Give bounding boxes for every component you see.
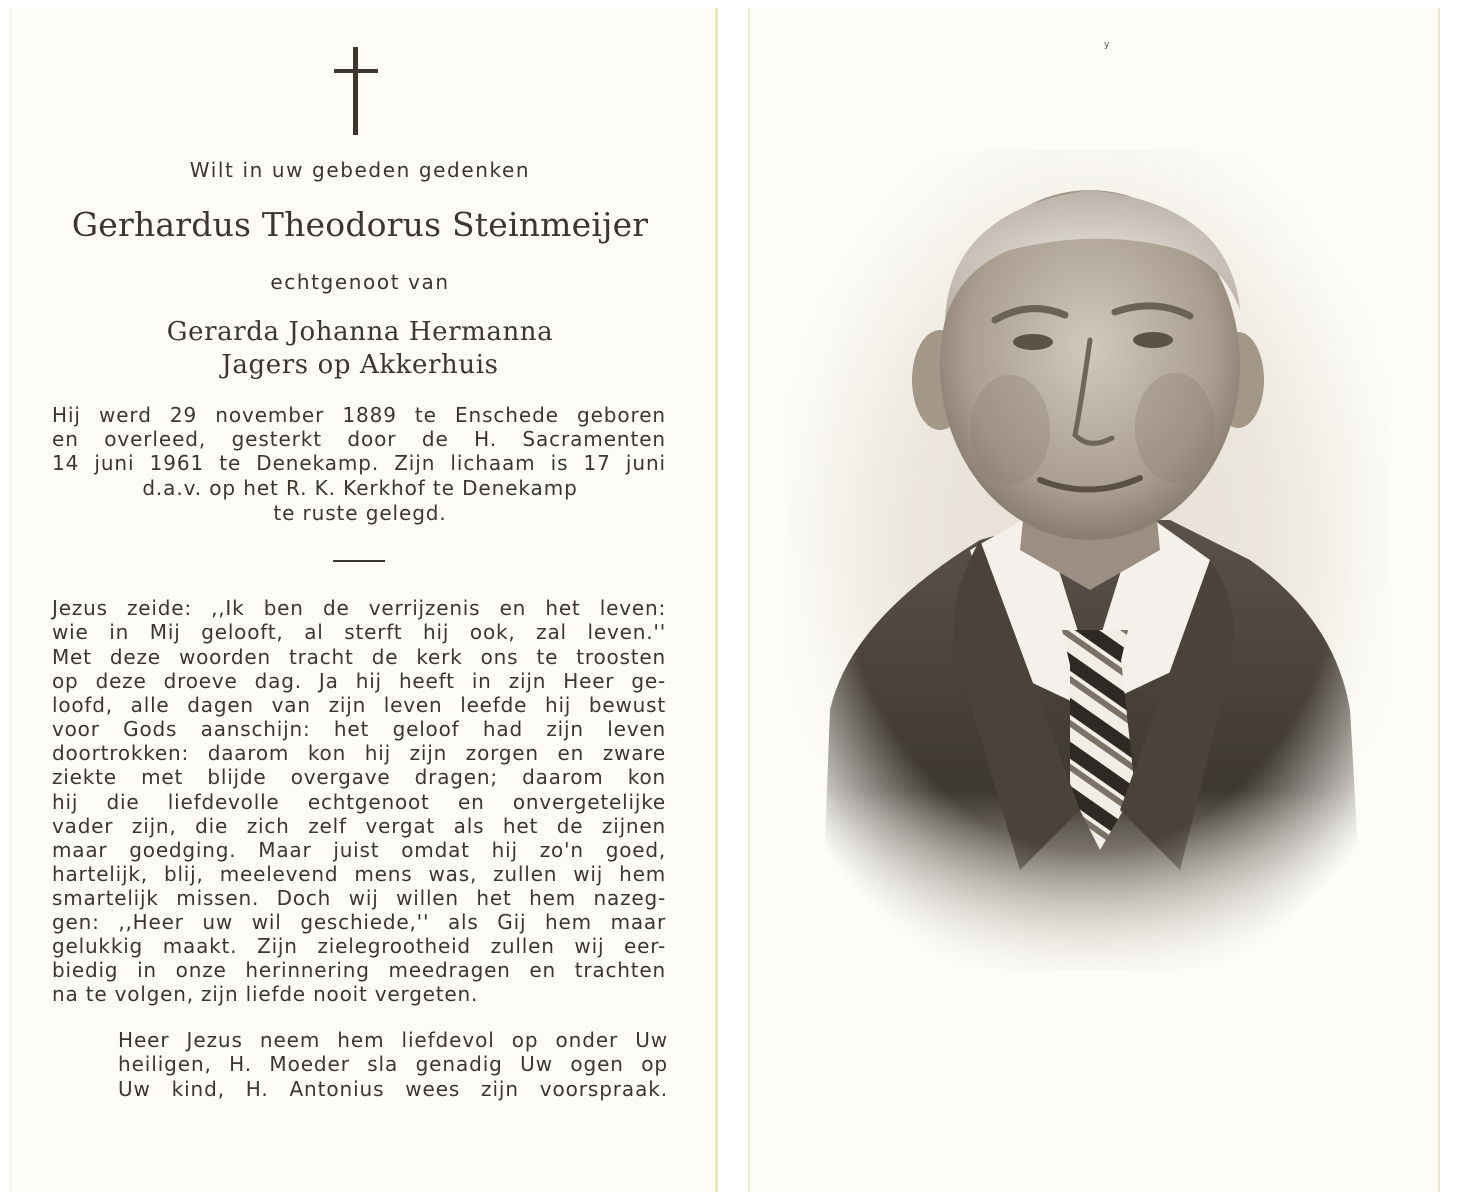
divider — [333, 560, 385, 562]
text-line: gen: ,,Heer uw wil geschiede,'' als Gij hem maar — [52, 910, 666, 934]
spouse-label: echtgenoot van — [270, 270, 450, 294]
text-line: na te volgen, zijn liefde nooit vergeten. — [52, 982, 479, 1006]
prayer-line: Heer Jezus neem hem liefdevol op onder Uw — [118, 1028, 668, 1052]
text-line: smartelijk missen. Doch wij willen het hem nazeg- — [52, 886, 666, 910]
cross-icon — [334, 47, 378, 135]
speck-mark: y — [1104, 40, 1110, 50]
text-line: voor Gods aanschijn: het geloof had zijn leven — [52, 717, 666, 741]
text-line: Met deze woorden tracht de kerk ons te troosten — [52, 645, 666, 669]
intro-text: Wilt in uw gebeden gedenken — [189, 158, 531, 182]
text-line: wie in Mij gelooft, al sterft hij ook, zal leven.'' — [52, 620, 666, 644]
text-line: hartelijk, blij, meelevend mens was, zullen wij hem — [52, 862, 666, 886]
bio-line: Hij werd 29 november 1889 te Enschede geboren — [52, 403, 666, 427]
bio-line: 14 juni 1961 te Denekamp. Zijn lichaam is 17 juni — [52, 451, 666, 475]
bio-line: d.a.v. op het R. K. Kerkhof te Denekamp — [142, 476, 578, 500]
spouse-name-line-2: Jagers op Akkerhuis — [221, 350, 499, 380]
text-line: biedig in onze herinnering meedragen en trachten — [52, 958, 666, 982]
text-line: op deze droeve dag. Ja hij heeft in zijn Heer ge- — [52, 669, 666, 693]
prayer-line: Uw kind, H. Antonius wees zijn voorspraak. — [118, 1077, 668, 1101]
text-line: doortrokken: daarom kon hij zijn zorgen en zware — [52, 741, 666, 765]
text-line: ziekte met blijde overgave dragen; daarom kon — [52, 765, 666, 789]
portrait-photo — [790, 150, 1390, 970]
text-line: gelukkig maakt. Zijn zielegrootheid zullen wij eer- — [52, 934, 666, 958]
prayer-line: heiligen, H. Moeder sla genadig Uw ogen op — [118, 1052, 668, 1076]
text-line: hij die liefdevolle echtgenoot en onvergetelijke — [52, 790, 666, 814]
text-line: loofd, alle dagen van zijn leven leefde hij bewust — [52, 693, 666, 717]
deceased-name: Gerhardus Theodorus Steinmeijer — [71, 205, 649, 244]
text-line: vader zijn, die zich zelf vergat als het de zijnen — [52, 814, 666, 838]
bio-line: en overleed, gesterkt door de H. Sacramenten — [52, 427, 666, 451]
text-line: Jezus zeide: ,,Ik ben de verrijzenis en het leven: — [52, 596, 666, 620]
spouse-name-line-1: Gerarda Johanna Hermanna — [166, 317, 554, 347]
bio-line: te ruste gelegd. — [273, 501, 447, 525]
text-line: maar goedging. Maar juist omdat hij zo'n goed, — [52, 838, 666, 862]
